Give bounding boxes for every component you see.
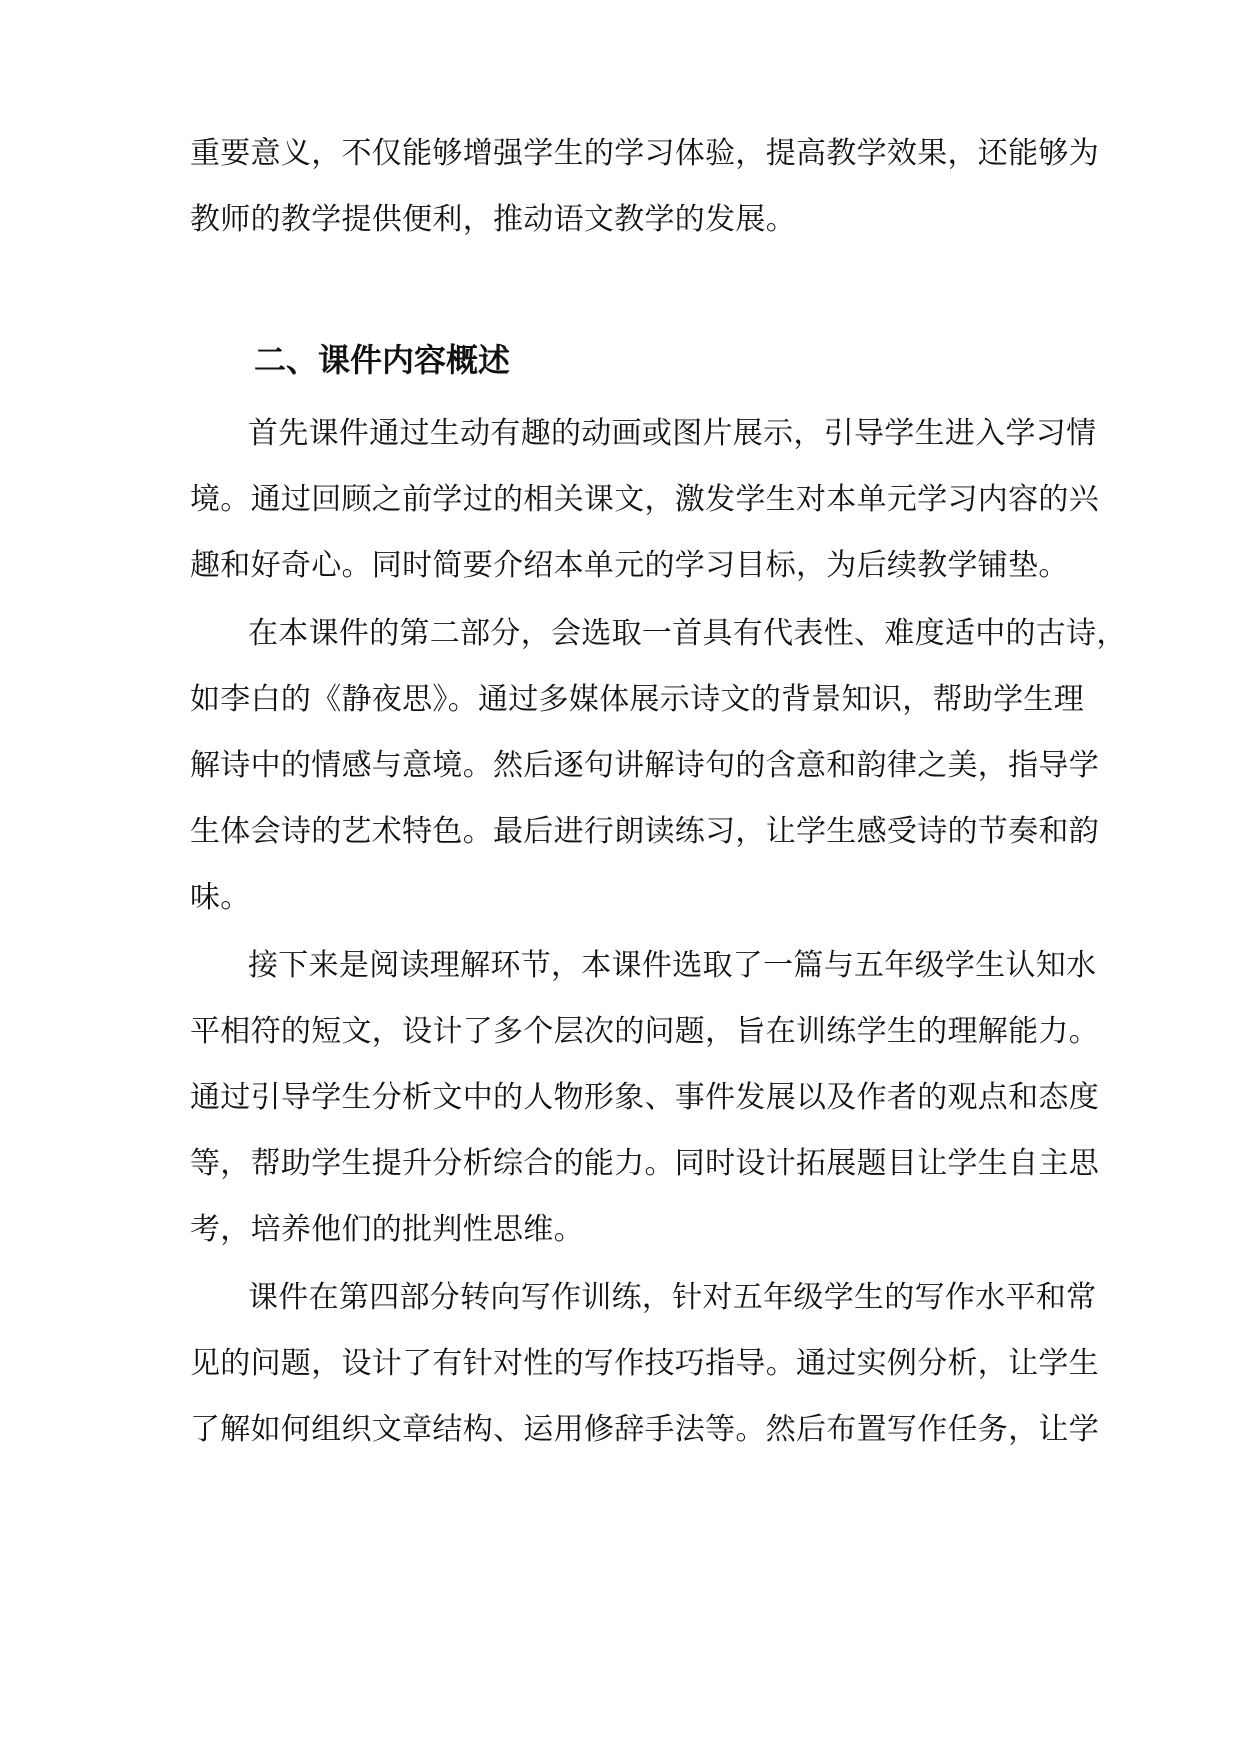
paragraph-line: 生体会诗的艺术特色。最后进行朗读练习，让学生感受诗的节奏和韵 xyxy=(190,814,1099,849)
paragraph-line: 平相符的短文，设计了多个层次的问题，旨在训练学生的理解能力。 xyxy=(190,1014,1099,1049)
paragraph-line: 境。通过回顾之前学过的相关课文，激发学生对本单元学习内容的兴 xyxy=(190,482,1099,517)
paragraph-line: 见的问题，设计了有针对性的写作技巧指导。通过实例分析，让学生 xyxy=(190,1346,1099,1381)
paragraph-line: 解诗中的情感与意境。然后逐句讲解诗句的含意和韵律之美，指导学 xyxy=(190,748,1099,783)
paragraph-line: 趣和好奇心。同时简要介绍本单元的学习目标，为后续教学铺垫。 xyxy=(190,548,1069,583)
paragraph-line: 了解如何组织文章结构、运用修辞手法等。然后布置写作任务，让学 xyxy=(190,1412,1099,1447)
paragraph-line: 重要意义，不仅能够增强学生的学习体验，提高教学效果，还能够为 xyxy=(190,136,1099,171)
paragraph-line: 在本课件的第二部分，会选取一首具有代表性、难度适中的古诗， xyxy=(248,616,1127,651)
section-heading: 二、课件内容概述 xyxy=(254,341,511,379)
paragraph-line: 首先课件通过生动有趣的动画或图片展示，引导学生进入学习情 xyxy=(248,416,1097,451)
paragraph-line: 通过引导学生分析文中的人物形象、事件发展以及作者的观点和态度 xyxy=(190,1080,1099,1115)
paragraph-line: 考，培养他们的批判性思维。 xyxy=(190,1212,584,1247)
paragraph-line: 等，帮助学生提升分析综合的能力。同时设计拓展题目让学生自主思 xyxy=(190,1146,1099,1181)
paragraph-line: 课件在第四部分转向写作训练，针对五年级学生的写作水平和常 xyxy=(248,1280,1097,1315)
paragraph-line: 教师的教学提供便利，推动语文教学的发展。 xyxy=(190,202,796,237)
paragraph-line: 如李白的《静夜思》。通过多媒体展示诗文的背景知识，帮助学生理 xyxy=(190,682,1084,717)
paragraph-line: 味。 xyxy=(190,880,251,915)
paragraph-line: 接下来是阅读理解环节，本课件选取了一篇与五年级学生认知水 xyxy=(248,948,1097,983)
